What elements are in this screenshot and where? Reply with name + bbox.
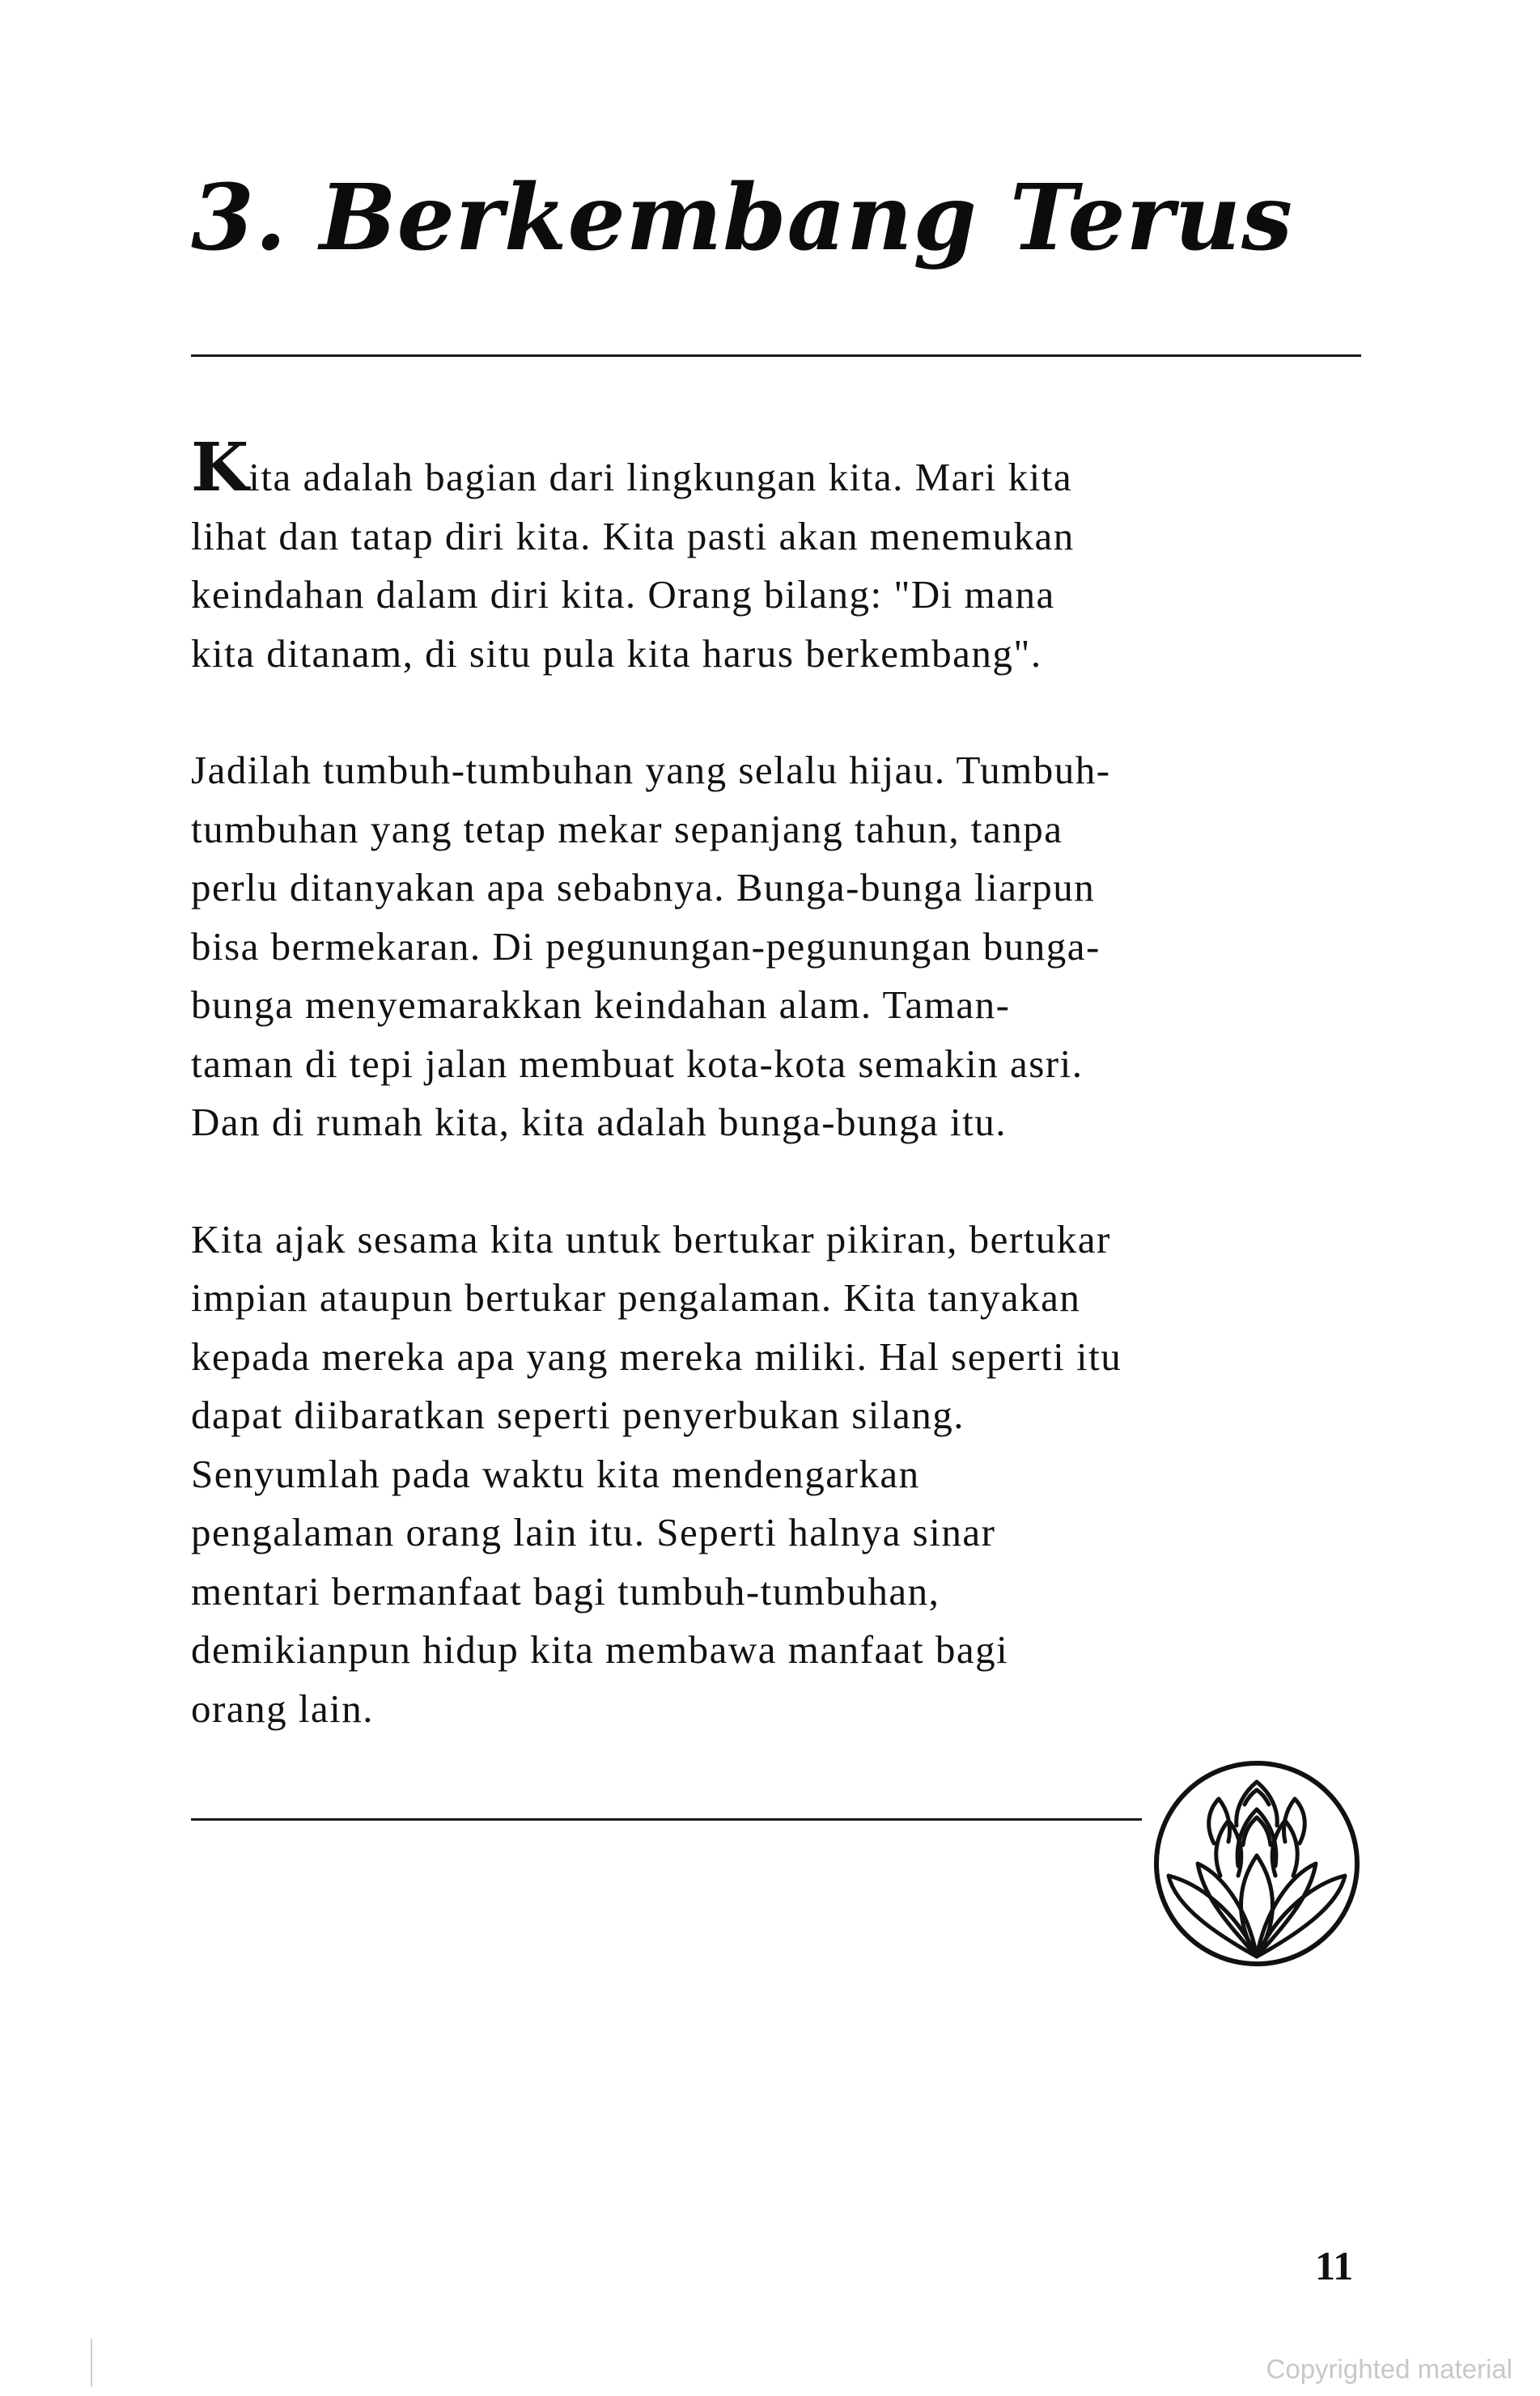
paragraph-line: tumbuhan yang tetap mekar sepanjang tahun, tanpa <box>191 806 1063 851</box>
end-divider <box>191 1818 1142 1821</box>
paragraph-line: pengalaman orang lain itu. Seperti halnya sinar <box>191 1510 996 1554</box>
paragraph-line: lihat dan tatap diri kita. Kita pasti akan menemukan <box>191 513 1075 558</box>
paragraph-line: Senyumlah pada waktu kita mendengarkan <box>191 1451 920 1496</box>
paragraph-line: kepada mereka apa yang mereka miliki. Hal seperti itu <box>191 1334 1122 1379</box>
paragraph-line: demikianpun hidup kita membawa manfaat bagi <box>191 1627 1009 1672</box>
paragraph-line: taman di tepi jalan membuat kota-kota semakin asri. <box>191 1041 1084 1086</box>
paragraph-line: bisa bermekaran. Di pegunungan-pegunungan bunga- <box>191 923 1101 969</box>
paragraph-line: dapat diibaratkan seperti penyerbukan silang. <box>191 1393 965 1437</box>
paragraph-line: Dan di rumah kita, kita adalah bunga-bunga itu. <box>191 1100 1008 1144</box>
lotus-icon <box>1148 1754 1366 1973</box>
paragraph-line: mentari bermanfaat bagi tumbuh-tumbuhan, <box>191 1568 940 1614</box>
paragraph-line-text: ita adalah bagian dari lingkungan kita. Mari kita <box>248 455 1073 499</box>
paragraph-line: perlu ditanyakan apa sebabnya. Bunga-bunga liarpun <box>191 865 1096 910</box>
paragraph-line: orang lain. <box>191 1686 375 1731</box>
paragraph-line: bunga menyemarakkan keindahan alam. Taman- <box>191 982 1011 1027</box>
paragraph-line: Kita ajak sesama kita untuk bertukar pikiran, bertukar <box>191 1216 1111 1262</box>
paragraph-line: keindahan dalam diri kita. Orang bilang: "Di mana <box>191 572 1055 617</box>
paragraph-line: kita ditanam, di situ pula kita harus berkembang". <box>191 630 1042 676</box>
paragraph-line: Jadilah tumbuh-tumbuhan yang selalu hijau. Tumbuh- <box>191 748 1111 792</box>
paragraph-1 <box>191 429 1364 683</box>
title-divider <box>191 354 1361 357</box>
paragraph-3 <box>191 1211 1364 1739</box>
copyright-watermark: Copyrighted material <box>1266 2354 1512 2384</box>
paragraph-2 <box>191 741 1364 1152</box>
page-number: 11 <box>1315 2243 1354 2288</box>
drop-cap: K <box>191 429 249 507</box>
chapter-title: 3. Berkembang Terus <box>191 165 1294 271</box>
paragraph-line <box>191 429 1364 507</box>
chapter-body <box>191 429 1364 1796</box>
paragraph-line: impian ataupun bertukar pengalaman. Kita tanyakan <box>191 1275 1081 1320</box>
scan-margin-mark <box>91 2339 92 2387</box>
